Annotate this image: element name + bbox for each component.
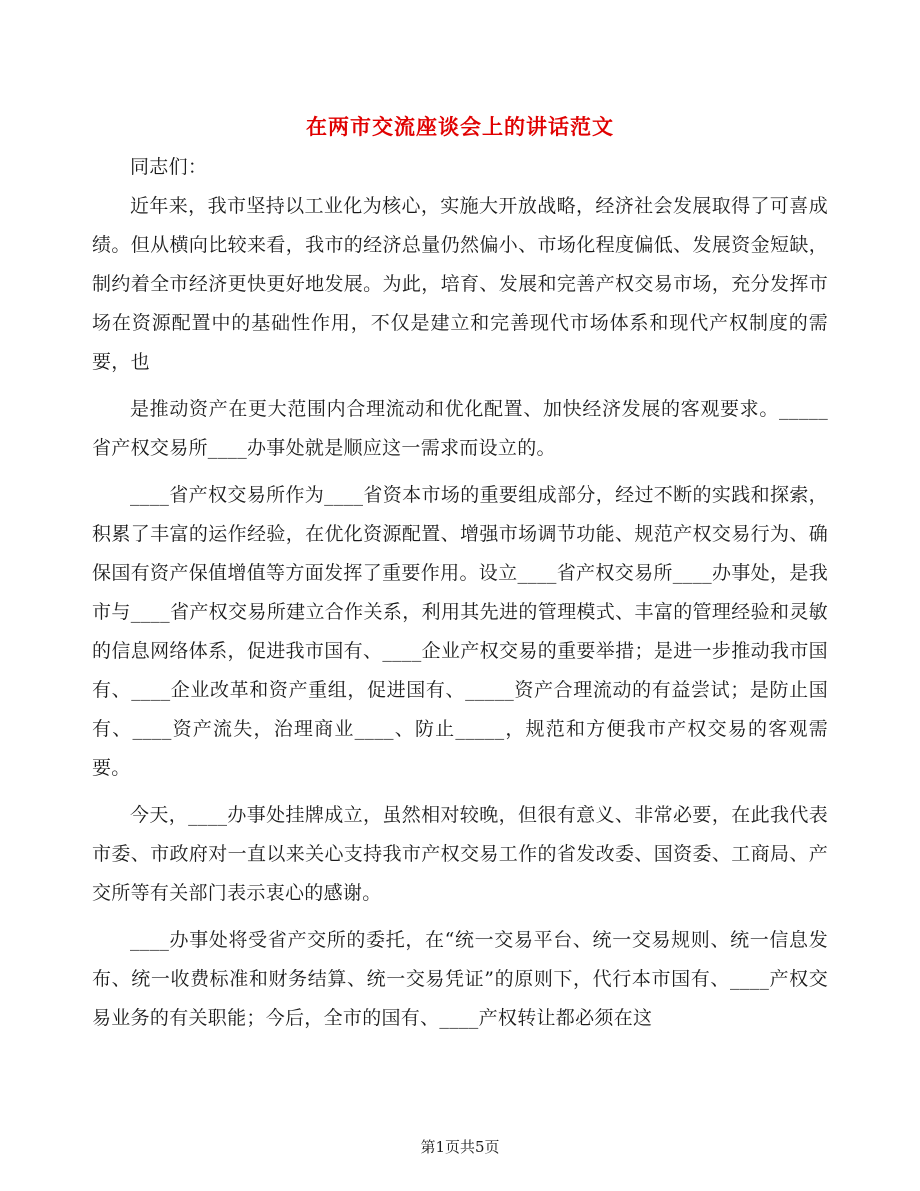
- paragraph-5: ____办事处将受省产交所的委托，在“统一交易平台、统一交易规则、统一信息发布、统一收费标准和财务结算、统一交易凭证”的原则下，代行本市国有、____产权交易业务的有关职能；今后，全市的国有、____产权转让都必须在这: [92, 929, 828, 1029]
- page-number: 第1页共5页: [420, 1138, 500, 1156]
- document-body: [92, 148, 828, 1038]
- salutation: 同志们：: [130, 156, 208, 178]
- paragraph-2: 是推动资产在更大范围内合理流动和优化配置、加快经济发展的客观要求。_____省产权交易所____办事处就是顺应这一需求而设立的。: [92, 398, 828, 459]
- paragraph-4: 今天，____办事处挂牌成立，虽然相对较晚，但很有意义、非常必要，在此我代表市委、市政府对一直以来关心支持我市产权交易工作的省发改委、国资委、工商局、产交所等有关部门表示衷心的感谢。: [92, 804, 828, 904]
- document-title: 在两市交流座谈会上的讲话范文: [306, 115, 614, 139]
- paragraph-1: 近年来，我市坚持以工业化为核心，实施大开放战略，经济社会发展取得了可喜成绩。但从横向比较来看，我市的经济总量仍然偏小、市场化程度偏低、发展资金短缺，制约着全市经济更快更好地发展。为此，培育、发展和完善产权交易市场，充分发挥市场在资源配置中的基础性作用，不仅是建立和完善现代市场体系和现代产权制度的需要，也: [92, 195, 828, 373]
- paragraph-3: ____省产权交易所作为____省资本市场的重要组成部分，经过不断的实践和探索，积累了丰富的运作经验，在优化资源配置、增强市场调节功能、规范产权交易行为、确保国有资产保值增值等方面发挥了重要作用。设立____省产权交易所____办事处，是我市与____省产权交易所建立合作关系，利用其先进的管理模式、丰富的管理经验和灵敏的信息网络体系，促进我市国有、____企业产权交易的重要举措；是进一步推动我市国有、____企业改革和资产重组，促进国有、_____资产合理流动的有益尝试；是防止国有、____资产流失，治理商业____、防止_____，规范和方便我市产权交易的客观需要。: [92, 484, 828, 779]
